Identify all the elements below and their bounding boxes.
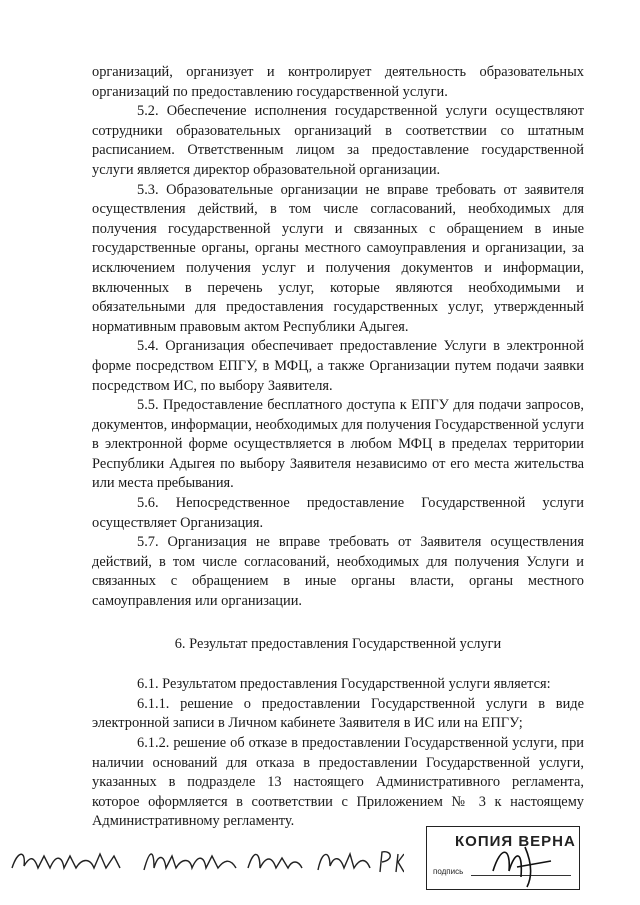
paragraph-5-6: 5.6. Непосредственное предоставление Государственной услуги осуществляет Организация. xyxy=(92,495,584,531)
document-body xyxy=(92,63,584,832)
paragraph-5-2: 5.2. Обеспечение исполнения государственной услуги осуществляют сотрудники образовательных организаций в соответствии со штатным расписанием. Ответственным лицом за предоставление государственной услуги является директор образовательной организации. xyxy=(92,103,584,178)
paragraph-6-1-2: 6.1.2. решение об отказе в предоставлении Государственной услуги, при наличии оснований для отказа в предоставлении Государственной услуги, указанных в подразделе 13 настоящего Административного регламента, которое оформляется в соответствии с Приложением № 3 к настоящему Административному регламенту. xyxy=(92,735,584,830)
copy-certified-stamp xyxy=(426,826,580,890)
handwritten-signature xyxy=(4,842,404,882)
paragraph-5-3: 5.3. Образовательные организации не вправе требовать от заявителя осуществления действий, в том числе согласований, необходимых для получения государственной услуги и связанных с обращением в иные государственные органы, органы местного самоуправления и организации, за исключением получения услуг и получения документов и информации, включенных в перечень услуг, которые являются необходимыми и обязательными для предоставления государственных услуг, утвержденный нормативным правовым актом Республики Адыгея. xyxy=(92,181,584,335)
paragraph-6-1: 6.1. Результатом предоставления Государственной услуги является: xyxy=(137,676,551,693)
stamp-signature-scribble xyxy=(487,841,557,889)
section-heading: 6. Результат предоставления Государственной услуги xyxy=(174,635,502,652)
paragraph-6-1-1: 6.1.1. решение о предоставлении Государственной услуги в виде электронной записи в Личном кабинете Заявителя в ИС или на ЕПГУ; xyxy=(92,695,584,732)
paragraph-5-7: 5.7. Организация не вправе требовать от Заявителя осуществления действий, в том числе согласований, необходимых для получения Услуги и связанных с обращением в иные органы власти, органы местного самоуправления или организации. xyxy=(92,534,584,610)
paragraph-5-4: 5.4. Организация обеспечивает предоставление Услуги в электронной форме посредством ЕПГУ, в МФЦ, а также Организации путем подачи заявки посредством ИС, по выбору Заявителя. xyxy=(92,338,584,394)
stamp-title: КОПИЯ ВЕРНА xyxy=(455,833,576,850)
paragraph-continuation: организаций, организует и контролирует деятельность образовательных организаций по предоставлению государственной услуги. xyxy=(92,64,584,100)
stamp-signature-label: подпись xyxy=(433,867,464,876)
paragraph-5-5: 5.5. Предоставление бесплатного доступа к ЕПГУ для подачи запросов, документов, информации, необходимых для получения Государственной услуги в электронной форме осуществляется в любом МФЦ в пределах территории Республики Адыгея по выбору Заявителя независимо от его места жительства или места пребывания. xyxy=(92,397,584,492)
